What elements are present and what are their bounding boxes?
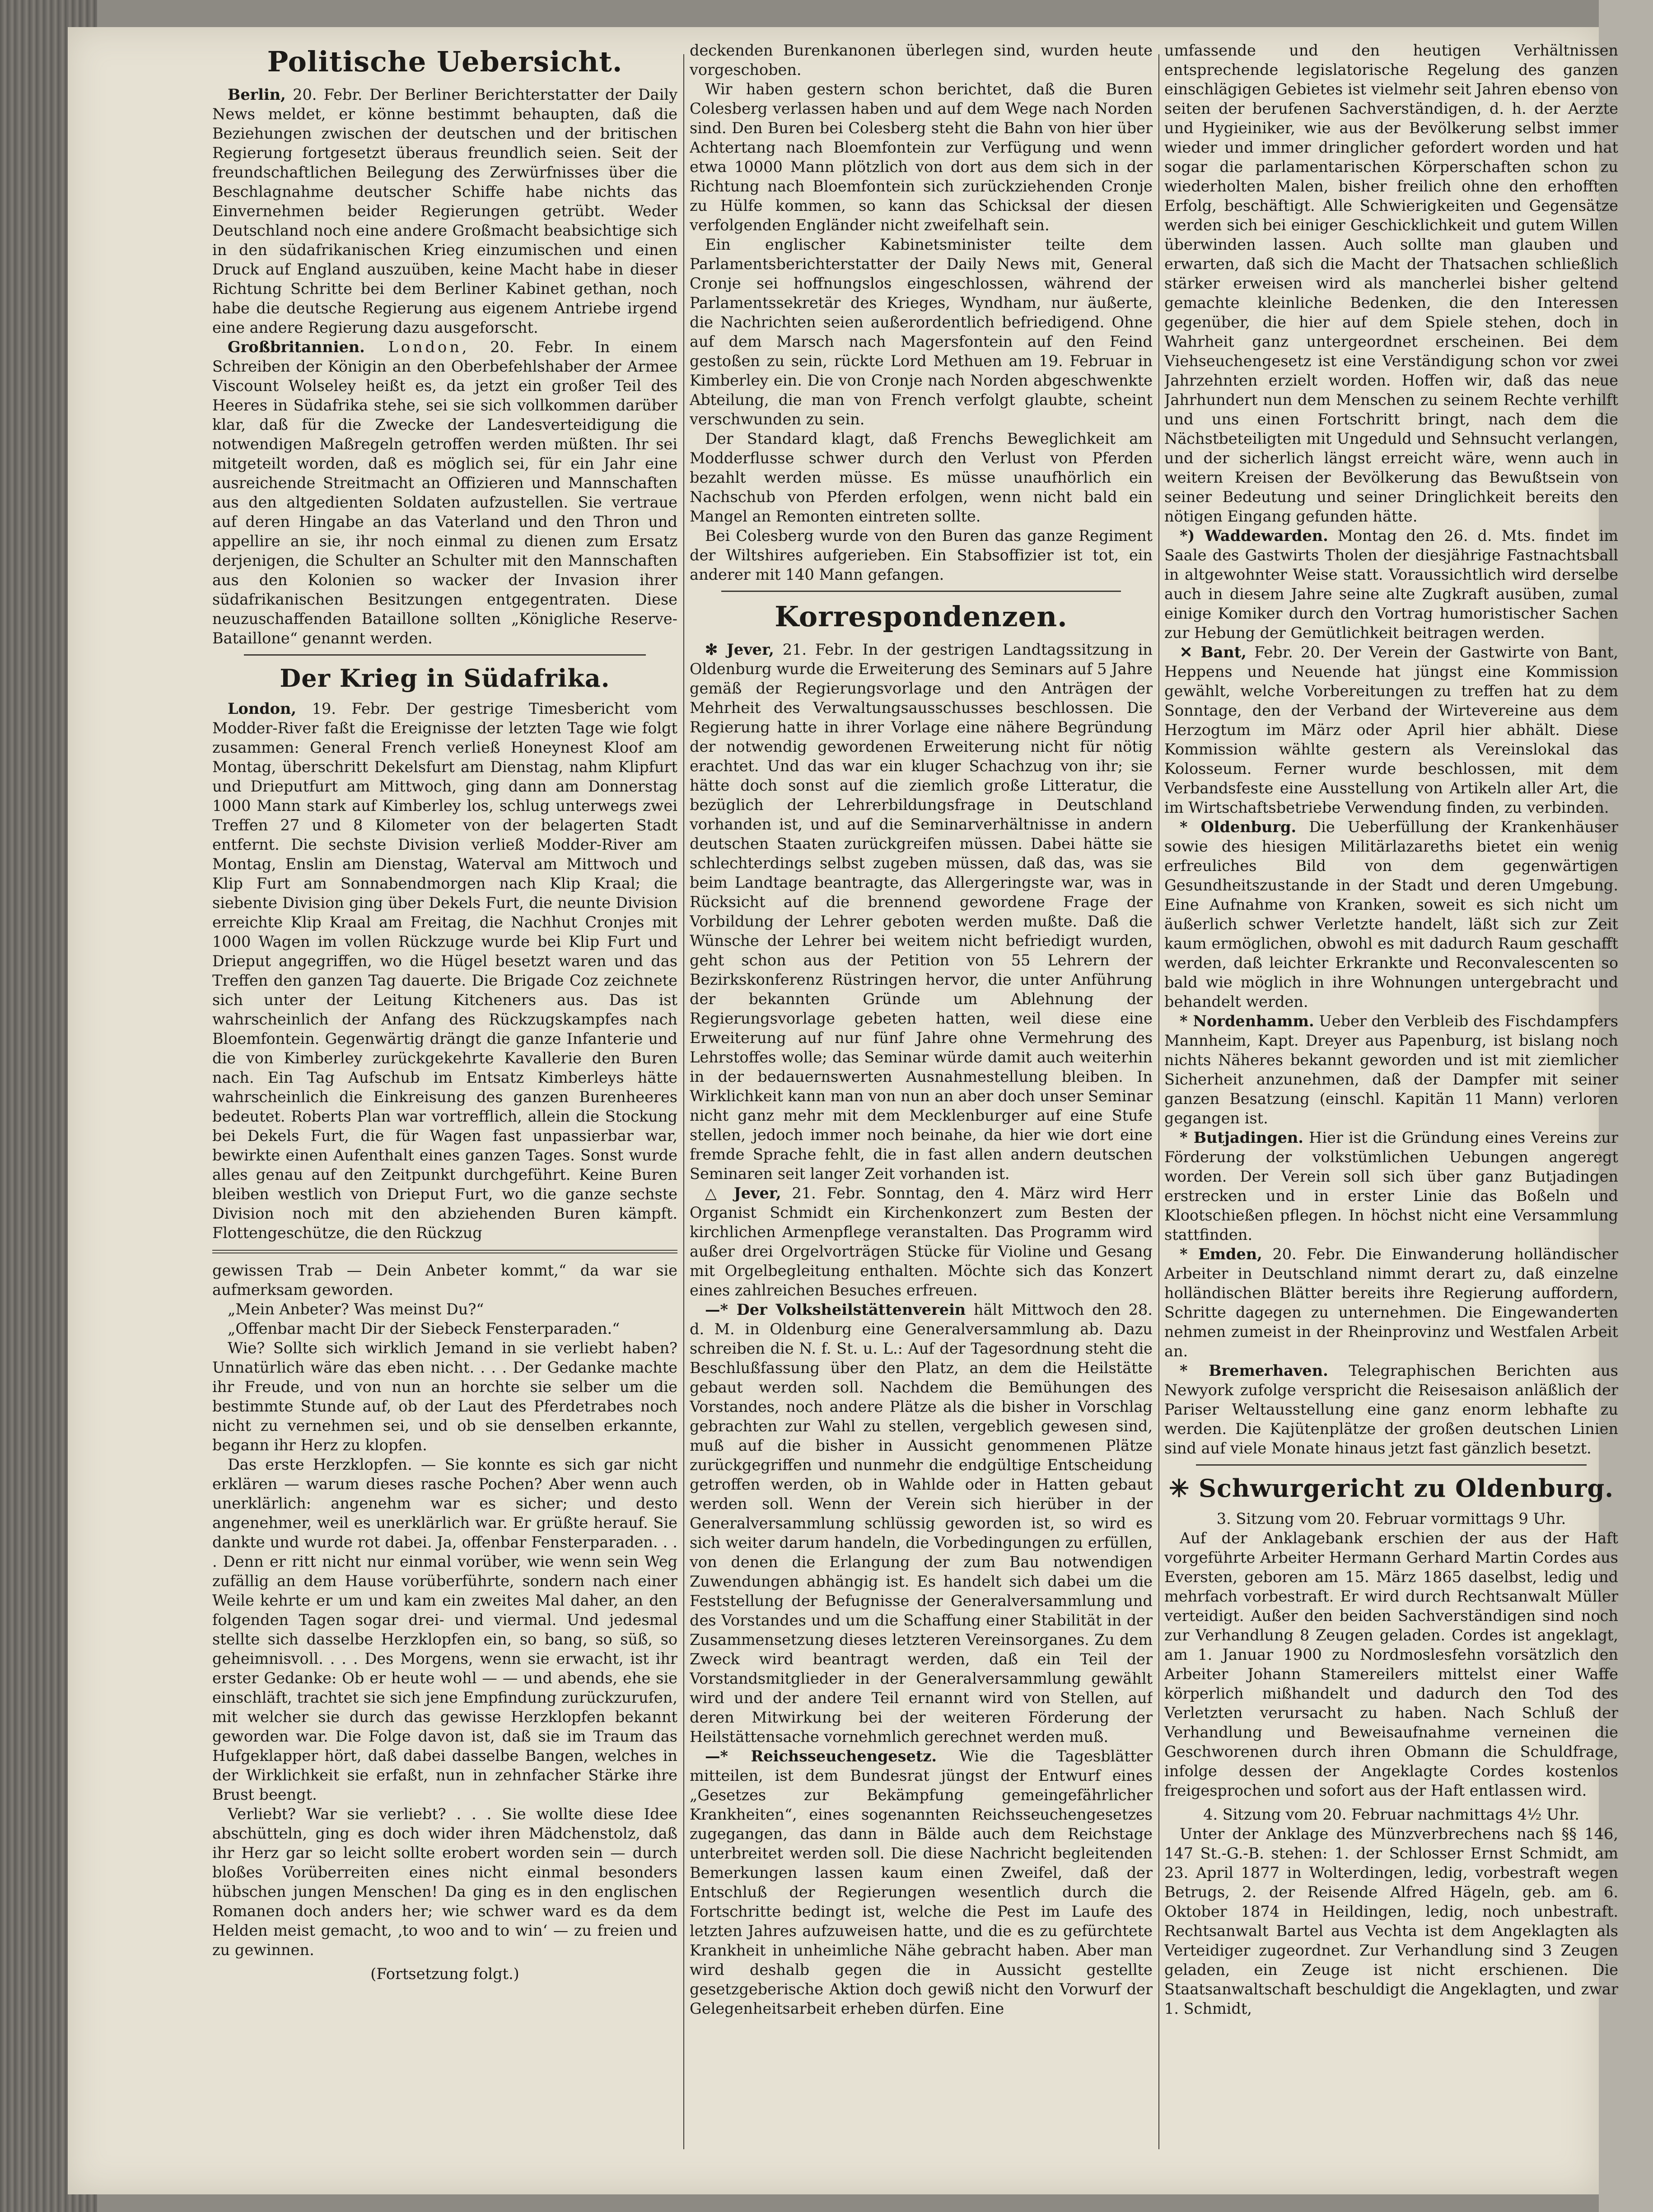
dateline: London, (228, 700, 297, 717)
session-3-title: 3. Sitzung vom 20. Februar vormittags 9 Uhr. (1216, 1510, 1566, 1527)
article-nordenhamm (1164, 1011, 1618, 1128)
feuilleton-paragraph: Wie? Sollte sich wirklich Jemand in sie verliebt haben? Unnatürlich wäre das eben nicht. . . . Der Gedanke machte ihr Freude, und von nun an horchte sie selber um die bestimmte Stunde auf, ob der Laut des Pferdetrabes noch nicht zu vernehmen sei, und ob sie denselben erkannte, begann ihr Herz zu klopfen. (212, 1339, 677, 1454)
dateline: * Bremerhaven. (1180, 1362, 1328, 1379)
dateline: * Nordenhamm. (1180, 1012, 1314, 1030)
section-title-court: ✳ Schwurgericht zu Oldenburg. (1168, 1474, 1614, 1503)
article-bremerhaven (1164, 1361, 1618, 1458)
column-3 (1164, 41, 1618, 2154)
war-paragraph: Der Standard klagt, daß Frenchs Beweglichkeit am Modderflusse schwer durch den Verlust von Pferden bezahlt werden müsse. Es müsse unaufhörlich ein Nachschub von Pferden erfolgen, wenn nicht bald ein Mangel an Remonten eintreten sollte. (690, 430, 1153, 525)
section-title-politics: Politische Uebersicht. (267, 45, 623, 78)
article-butjadingen (1164, 1128, 1618, 1244)
article-text: 20. Febr. In einem Schreiben der Königin an den Oberbefehlshaber der Armee Viscount Wolseley heißt es, da jetzt ein großer Teil des Heeres in Südafrika stehe, sei sie sich vollkommen darüber klar, daß für die Zwecke der Landesverteidigung die notwendigen Maßregeln getroffen werden müßten. Ihr sei mitgeteilt worden, daß es möglich sei, für ein Jahr eine ausreichende Streitmacht an Offizieren und Mannschaften aus den altgedienten Soldaten aufzustellen. Sie vertraue auf deren Hingabe an das Vaterland und den Thron und appellire an sie, ihr noch einmal zu dienen zum Ersatz derjenigen, die Schulter an Schulter mit den Mannschaften aus den Kolonien so wacker der Invasion ihrer südafrikanischen Besitzungen entgegentraten. Diese neuzuschaffenden Bataillone sollten „Königliche Reserve-Bataillone“ genannt werden. (212, 338, 677, 647)
article-berlin (212, 85, 677, 337)
section-title-correspondence: Korrespondenzen. (775, 600, 1068, 633)
dateline: *) Waddewarden. (1180, 527, 1328, 545)
article-text: Ueber den Verbleib des Fischdampfers Mannheim, Kapt. Dreyer aus Papenburg, ist bislang noch nichts Näheres bekannt geworden und ist mit ziemlicher Sicherheit anzunehmen, daß der Dampfer mit seiner ganzen Besatzung (einschl. Kapitän 11 Mann) verloren gegangen ist. (1164, 1012, 1618, 1127)
divider (1196, 1464, 1587, 1466)
article-text: Wie die Tagesblätter mitteilen, ist dem Bundesrat jüngst der Entwurf eines „Gesetzes zur Bekämpfung gemeingefährlicher Krankheiten“, eines sogenannten Reichsseuchengesetzes zugegangen, das dann in Bälde auch dem Reichstage unterbreitet werden soll. Die diese Nachricht begleitenden Bemerkungen lassen kaum einen Zweifel, daß der Entschluß der Regierungen wesentlich durch die Fortschritte bedingt ist, welche die Pest im Laufe des letzten Jahres aufzuweisen hatte, und die es zu gefürchtete Krankheit in unheimliche Nähe gebracht haben. Aber man wird deshalb gegen die in Aussicht gestellte gesetzgeberische Aktion doch gewiß nicht den Vorwurf der Gelegenheitsarbeit erheben dürfen. Eine (690, 1747, 1153, 2017)
article-text: hält Mittwoch den 28. d. M. in Oldenburg eine Generalversammlung ab. Dazu schreiben die N. f. St. u. L.: Auf der Tagesordnung steht die Beschlußfassung über den Platz, an dem die Heilstätte gebaut werden soll. Nachdem die Bemühungen des Vorstandes, noch andere Plätze als die bisher in Vorschlag gebrachten zur Wahl zu stellen, vergeblich gewesen sind, muß auf die bisher in Aussicht genommenen Plätze zurückgegriffen und nunmehr die endgültige Entscheidung getroffen werden, ob in Wahlde oder in Hatten gebaut werden soll. Wenn der Verein sich hierüber in der Generalversammlung schlüssig geworden ist, so wird es sich weiter darum handeln, die Vorbedingungen zu erfüllen, von denen die Erlangung der zum Bau notwendigen Zuwendungen abhängig ist. Es handelt sich dabei um die Feststellung der Befugnisse der Generalversammlung und des Vorstandes und um die Schaffung einer Stabilität in der Zusammensetzung dieses letzteren Vereinsorganes. Zu dem Zweck wird beantragt werden, daß ein Teil der Vorstandsmitglieder in der Generalversammlung gewählt wird und der andere Teil ernannt wird von Stellen, auf deren Mitwirkung bei der weiteren Förderung der Heilstättensache vornehmlich gerechnet werden muß. (690, 1301, 1153, 1746)
divider (244, 654, 646, 656)
dateline: ✕ Bant, (1180, 643, 1247, 661)
dateline: —* Der Volksheilstättenverein (705, 1301, 966, 1318)
article-text: Montag den 26. d. Mts. findet im Saale des Gastwirts Tholen der diesjährige Fastnachtsball in altgewohnter Weise statt. Voraussichtlich wird derselbe auch in diesem Jahre seine alte Zugkraft ausüben, zumal einige Komiker durch den Vortrag humoristischer Sachen zur Hebung der Gemütlichkeit beitragen werden. (1164, 527, 1618, 642)
column-rule-1 (683, 54, 684, 2149)
feuilleton-paragraph: gewissen Trab — Dein Anbeter kommt,“ da war sie aufmerksam geworden. (212, 1262, 677, 1299)
article-waddewarden (1164, 526, 1618, 643)
dateline: △ Jever, (705, 1184, 781, 1202)
dateline: ✻ Jever, (705, 641, 774, 658)
feuilleton-paragraph: „Offenbar macht Dir der Siebeck Fensterparaden.“ (228, 1320, 620, 1337)
war-paragraph: Wir haben gestern schon berichtet, daß die Buren Colesberg verlassen haben und auf dem Wege nach Norden sind. Den Buren bei Colesberg steht die Bahn von hier über Achtertang nach Bloemfontein zur Verfügung und wenn etwa 10000 Mann plötzlich von dort aus dem sich in der Richtung nach Bloemfontein sich zurückziehenden Cronje zu Hülfe kommen, so kann das Schicksal der diesen verfolgenden Engländer nicht zweifelhaft sein. (690, 80, 1153, 234)
article-text: 21. Febr. Sonntag, den 4. März wird Herr Organist Schmidt ein Kirchenkonzert zum Besten der kirchlichen Armenpflege veranstalten. Das Programm wird außer drei Orgelvorträgen Stücke für Violine und Gesang mit Orgelbegleitung enthalten. Möchte sich das Konzert eines zahlreichen Besuches erfreuen. (690, 1184, 1153, 1299)
session-4-text: Unter der Anklage des Münzverbrechens nach §§ 146, 147 St.-G.-B. stehen: 1. der Schlosser Ernst Schmidt, am 23. April 1877 in Wolterdingen, ledig, vorbestraft wegen Betrugs, 2. der Reisende Alfred Hägeln, geb. am 6. Oktober 1874 in Heildingen, ledig, noch unbestraft. Rechtsanwalt Bartel aus Vechta ist dem Angeklagten als Verteidiger zugeordnet. Zur Verhandlung sind 3 Zeugen geladen, ein Zeuge ist nicht erschienen. Die Staatsanwaltschaft beschuldigt die Angeklagten, und zwar 1. Schmidt, (1164, 1825, 1618, 2017)
section-title-war: Der Krieg in Südafrika. (280, 664, 610, 693)
divider (721, 591, 1121, 592)
place-name: London, (364, 338, 470, 356)
column-2 (690, 41, 1153, 2154)
article-reichsseuche (690, 1746, 1153, 2018)
continued-note: (Fortsetzung folgt.) (370, 1965, 519, 1983)
dateline: —* Reichsseuchengesetz. (705, 1747, 937, 1765)
dateline: Berlin, (228, 86, 286, 103)
dateline: Großbritannien. (228, 338, 365, 356)
article-text: Hier ist die Gründung eines Vereins zur Förderung der volkstümlichen Uebungen angeregt worden. Der Verein soll sich über ganz Butjadingen erstrecken und in erster Linie das Boßeln und Klootschießen pflegen. In höchst nicht eine Versammlung stattfinden. (1164, 1129, 1618, 1243)
article-jever-1 (690, 640, 1153, 1183)
dateline: * Oldenburg. (1180, 818, 1297, 836)
article-text: Die Ueberfüllung der Krankenhäuser sowie des hiesigen Militärlazareths bietet ein wenig erfreuliches Bild von dem gegenwärtigen Gesundheitszustande in der Stadt und deren Umgebung. Eine Aufnahme von Kranken, soweit es sich nicht um äußerlich schwer Verletzte handelt, läßt sich zur Zeit kaum ermöglichen, obwohl es mit dadurch Raum geschafft werden, daß leichter Erkrankte und Reconvalescenten so bald wie möglich in ihre Wohnungen untergebracht und behandelt werden. (1164, 818, 1618, 1011)
article-text: 20. Febr. Die Einwanderung holländischer Arbeiter in Deutschland nimmt derart zu, daß einzelne holländischen Blätter bereits ihre Regierung auffordern, Schritte dagegen zu unternehmen. Die Eingewanderten nehmen zumeist in der Rheinprovinz und Westfalen Arbeit an. (1164, 1245, 1618, 1360)
article-britain (212, 337, 677, 648)
article-jever-2 (690, 1183, 1153, 1300)
article-bant (1164, 643, 1618, 817)
article-volksheilstaette (690, 1300, 1153, 1746)
war-paragraph: Ein englischer Kabinetsminister teilte dem Parlamentsberichterstatter der Daily News mit, General Cronje sei hoffnungslos eingeschlossen, während der Parlamentssekretär des Krieges, Wyndham, nur äußerte, die Nachrichten seien außerordentlich befriedigend. Ohne auf dem Marsch nach Magersfontein auf den Feind gestoßen zu sein, rückte Lord Methuen am 19. Februar in Kimberley ein. Die von Cronje nach Norden abgeschwenkte Abteilung, die man von French verfolgt glaubte, scheint verschwunden zu sein. (690, 236, 1153, 428)
dateline: * Emden, (1180, 1245, 1262, 1263)
article-text: Telegraphischen Berichten aus Newyork zufolge verspricht die Reisesaison anläßlich der Pariser Weltausstellung eine ganz enorm lebhafte zu werden. Die Kajütenplätze der großen deutschen Linien sind auf viele Monate hinaus jetzt fast gänzlich besetzt. (1164, 1362, 1618, 1457)
feuilleton-paragraph: Verliebt? War sie verliebt? . . . Sie wollte diese Idee abschütteln, ging es doch wider ihren Mädchenstolz, daß ihr Herz gar so leicht sollte erobert worden sein — durch bloßes Vorüberreiten eines nicht einmal besonders hübschen jungen Menschen! Da ging es in den englischen Romanen doch anders her; wie schwer ward es da dem Helden meist gemacht, ‚to woo and to win‘ — zu freien und zu gewinnen. (212, 1805, 677, 1959)
article-text: 21. Febr. In der gestrigen Landtagssitzung in Oldenburg wurde die Erweiterung des Seminars auf 5 Jahre gemäß der Regierungsvorlage und den Anträgen der Mehrheit des Verwaltungsausschusses beschlossen. Die Regierung hatte in ihrer Vorlage eine nähere Begründung der notwendig gewordenen Erweiterung nicht für nötig erachtet. Und das war ein kluger Schachzug von ihr; sie hätte doch sonst auf die ziemlich große Litteratur, die bezüglich der Lehrerbildungsfrage in Deutschland vorhanden ist, und auf die Seminarverhältnisse in andern deutschen Staaten zurückgreifen müssen. Dabei hätte sie schlechterdings selbst zugeben müssen, daß das, was sie beim Landtage beantragte, das Allergeringste war, was in Rücksicht auf die brennend gewordene Frage der Vorbildung der Lehrer geboten werden mußte. Daß die Wünsche der Lehrer bei weitem nicht befriedigt wurden, geht schon aus der Petition von 55 Lehrern der Bezirkskonferenz Rüstringen hervor, die unter Anführung der bekannten Gründe um Ablehnung der Regierungsvorlage gebeten hatten, weil diese eine Erweiterung auf nur fünf Jahre ohne Vermehrung des Lehrstoffes wolle; das Seminar würde damit auch weiterhin in der bedauernswerten Ausnahmestellung bleiben. In Wirklichkeit kann man von nun an aber doch unser Seminar nicht ganz mehr mit dem Mecklenburger auf eine Stufe stellen, jedoch immer noch beinahe, da hier wie dort eine fremde Sprache fehlt, die in fast allen andern deutschen Seminaren seit langer Zeit vorhanden ist. (690, 641, 1153, 1183)
article-war-london (212, 699, 677, 1243)
war-paragraph: Bei Colesberg wurde von den Buren das ganze Regiment der Wiltshires aufgerieben. Ein Stabsoffizier ist tot, ein anderer mit 140 Mann gefangen. (690, 527, 1153, 583)
article-text: 19. Febr. Der gestrige Timesbericht vom Modder-River faßt die Ereignisse der letzten Tage wie folgt zusammen: General French verließ Honeynest Kloof am Montag, überschritt Dekelsfurt am Dienstag, nahm Klipfurt und Drieputfurt am Mittwoch, ging dann am Donnerstag 1000 Mann stark auf Kimberley los, schlug unterwegs zwei Treffen 27 und 8 Kilometer von der belagerten Stadt entfernt. Die sechste Division verließ Modder-River am Montag, Enslin am Dienstag, Waterval am Mittwoch und Klip Furt am Sonnabendmorgen nach Klip Kraal; die siebente Division ging über Dekels Furt, die neunte Division erreichte Klip Kraal am Freitag, die Nachhut Cronjes mit 1000 Wagen im vollen Rückzuge wurde bei Klip Furt und Drieput angegriffen, wo die Hügel besetzt waren und das Treffen den ganzen Tag dauerte. Die Brigade Coz zeichnete sich unter der Leitung Kitcheners aus. Das ist wahrscheinlich der Anfang des Rückzugskampfes nach Bloemfontein. Gegenwärtig drängt die ganze Infanterie und die von Kimberley zurückgekehrte Kavallerie den Buren nach. Ein Tag Aufschub im Entsatz Kimberleys hätte wahrscheinlich die Einkreisung des ganzen Burenheeres bedeutet. Roberts Plan war vortrefflich, allein die Stockung bei Dekels Furt, die für Wagen fast unpassierbar war, bewirkte einen Aufenthalt eines ganzen Tages. Sonst wurde alles genau auf den Zeitpunkt durchgeführt. Keine Buren bleiben westlich von Drieput Furt, wo die ganze sechste Division noch mit den abziehenden Buren kämpft. Flottengeschütze, die den Rückzug (212, 700, 677, 1242)
session-4-title: 4. Sitzung vom 20. Februar nachmittags 4½ Uhr. (1203, 1806, 1579, 1823)
feuilleton (212, 1261, 677, 1984)
article-text: 20. Febr. Der Berliner Berichterstatter der Daily News meldet, er könne bestimmt behaupten, daß die Beziehungen zwischen der deutschen und der britischen Regierung fortgesetzt überaus freundlich seien. Seit der freundschaftlichen Beilegung des Zerwürfnisses über die Beschlagnahme deutscher Schiffe habe nichts das Einvernehmen beider Regierungen getrübt. Weder Deutschland noch eine andere Großmacht beabsichtige sich in den südafrikanischen Krieg einzumischen und einen Druck auf England auszuüben, keine Macht habe in dieser Richtung Schritte bei dem Berliner Kabinet gethan, noch habe die deutsche Regierung aus eigenem Antriebe irgend eine andere Regierung dazu ausgeforscht. (212, 86, 677, 336)
dateline: * Butjadingen. (1180, 1129, 1303, 1146)
feuilleton-paragraph: Das erste Herzklopfen. — Sie konnte es sich gar nicht erklären — warum dieses rasche Pochen? Aber wenn auch unerklärlich: angenehm war es sicher; und desto angenehmer, weil es unerklärlich war. Er grüßte herauf. Sie dankte und wurde rot dabei. Ja, offenbar Fensterparaden. . . . Denn er ritt nicht nur einmal vorüber, wie wenn sein Weg zufällig an dem Hause vorüberführte, sondern nach einer Weile kehrte er um und kam ein zweites Mal daher, an den folgenden Tagen sogar drei- und viermal. Und jedesmal stellte sich dasselbe Herzklopfen ein, so bang, so süß, so geheimnisvoll. . . . Des Morgens, wenn sie erwacht, ist ihr erster Gedanke: Ob er heute wohl — — und abends, ehe sie einschläft, trachtet sie sich jene Empfindung zurückzurufen, mit welcher sie durch das gewisse Herzklopfen bekannt geworden war. Die Folge davon ist, daß sie im Traum das Hufgeklapper hört, daß dabei dasselbe Bangen, welches in der Wirklichkeit sie erfaßt, nun in zehnfacher Stärke ihre Brust beengt. (212, 1456, 677, 1803)
feuilleton-paragraph: „Mein Anbeter? Was meinst Du?“ (228, 1300, 484, 1318)
column-rule-2 (1158, 54, 1159, 2149)
seuche-continuation: umfassende und den heutigen Verhältnissen entsprechende legislatorische Regelung des ganzen einschlägigen Gebietes ist vielmehr seit Jahren ebenso von seiten der berufenen Sachverständigen, d. h. der Aerzte und Hygieiniker, wie aus der Bevölkerung selbst immer wieder und immer dringlicher gefordert worden und hat sogar die parlamentarischen Körperschaften schon zu wiederholten Malen, bisher freilich ohne den erhofften Erfolg, beschäftigt. Alle Schwierigkeiten und Gegensätze werden sich bei einiger Geschicklichkeit und gutem Willen überwinden lassen. Auch sollte man glauben und erwarten, daß sich die Macht der Thatsachen schließlich stärker erweisen wird als mancherlei bisher geltend gemachte kleinliche Bedenken, die den Interessen gegenüber, die hier auf dem Spiele stehen, doch in Wahrheit ganz untergeordnet erscheinen. Bei dem Viehseuchengesetz ist eine Verständigung schon vor zwei Jahrzehnten erzielt worden. Hoffen wir, daß das neue Jahrhundert nun dem Menschen zu seinem Rechte verhilft und uns einen Fortschritt bringt, nach dem die Nächstbeteiligten mit Ungeduld und Sehnsucht verlangen, und der sicherlich längst erreicht wäre, wenn auch in weitern Kreisen der Bevölkerung das Bewußtsein von seiner Bedeutung und seiner Dringlichkeit bereits den nötigen Eingang gefunden hätte. (1164, 42, 1618, 525)
session-3-text: Auf der Anklagebank erschien der aus der Haft vorgeführte Arbeiter Hermann Gerhard Martin Cordes aus Eversten, geboren am 15. März 1865 daselbst, ledig und mehrfach vorbestraft. Er wird durch Rechtsanwalt Müller verteidigt. Außer den beiden Sachverständigen sind noch zur Verhandlung 8 Zeugen geladen. Cordes ist angeklagt, am 1. Januar 1900 zu Nordmoslesfehn vorsätzlich den Arbeiter Johann Stamereilers mittelst einer Waffe körperlich mißhandelt und dadurch den Tod des Verletzten verursacht zu haben. Nach Schluß der Verhandlung und Beweisaufnahme verneinen die Geschworenen durch ihren Obmann die Schuldfrage, infolge dessen der Angeklagte Cordes kostenlos freigesprochen und sofort aus der Haft entlassen wird. (1164, 1529, 1618, 1799)
article-text: Febr. 20. Der Verein der Gastwirte von Bant, Heppens und Neuende hat jüngst eine Kommission gewählt, welche Vorbereitungen zu treffen hat zu dem Sonntage, den der Verband der Wirtevereine aus dem Herzogtum im März oder April hier abhält. Diese Kommission wählte gestern als Vereinslokal das Kolosseum. Ferner wurde beschlossen, mit dem Verbandsfeste eine Ausstellung von Artikeln aller Art, die im Wirtschaftsbetriebe Verwendung finden, zu verbinden. (1164, 643, 1618, 816)
article-oldenburg (1164, 817, 1618, 1011)
column-1 (212, 41, 677, 2154)
war-continuation: deckenden Burenkanonen überlegen sind, wurden heute vorgeschoben. (690, 42, 1153, 79)
feuilleton-divider (212, 1250, 677, 1253)
article-emden (1164, 1244, 1618, 1361)
